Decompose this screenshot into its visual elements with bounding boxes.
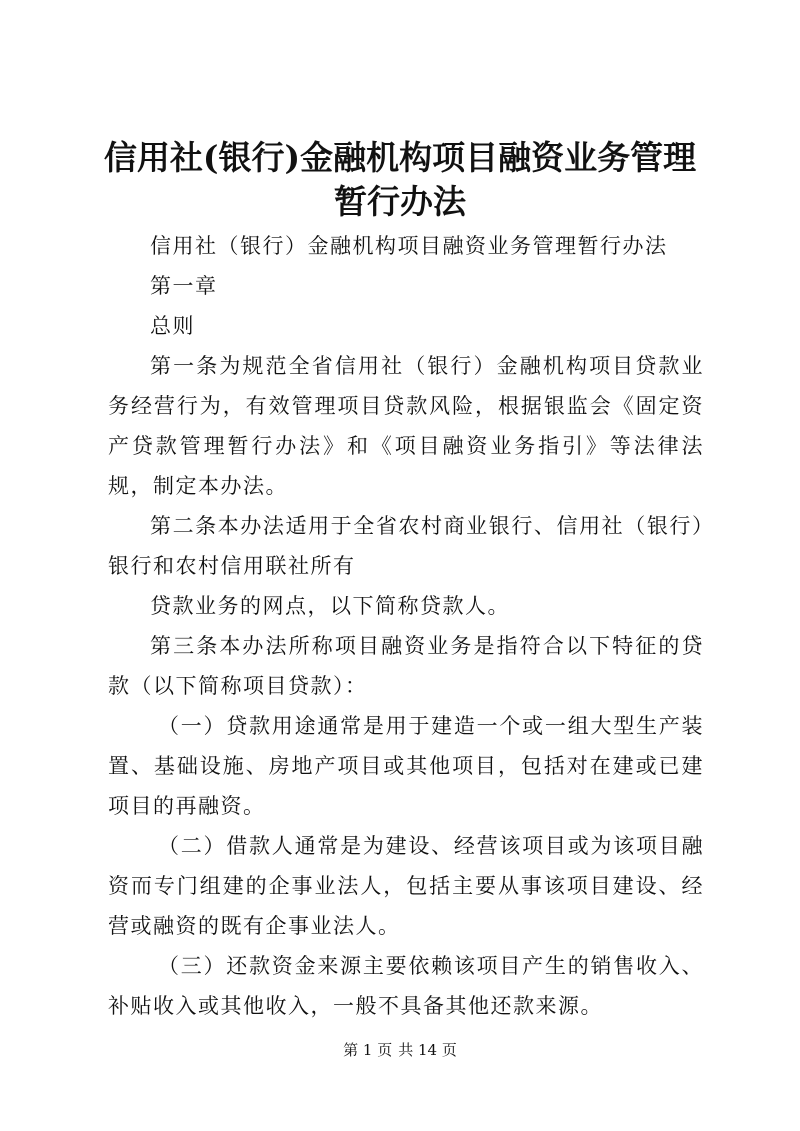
article-3-item-3: （三）还款资金来源主要依赖该项目产生的销售收入、补贴收入或其他收入，一般不具备其他还款来源。 bbox=[108, 954, 704, 1018]
page-footer bbox=[0, 1040, 800, 1060]
body-paragraph: 信用社（银行）金融机构项目融资业务管理暂行办法 bbox=[150, 234, 668, 258]
section-heading: 总则 bbox=[150, 314, 195, 338]
article-3-item-2: （二）借款人通常是为建设、经营该项目或为该项目融资而专门组建的企事业法人，包括主要从事该项目建设、经营或融资的既有企事业法人。 bbox=[108, 834, 704, 938]
document-title: 信用社(银行)金融机构项目融资业务管理暂行办法 bbox=[103, 138, 697, 221]
chapter-heading: 第一章 bbox=[150, 274, 218, 298]
article-1: 第一条为规范全省信用社（银行）金融机构项目贷款业务经营行为，有效管理项目贷款风险，根据银监会《固定资产贷款管理暂行办法》和《项目融资业务指引》等法律法规，制定本办法。 bbox=[108, 354, 704, 498]
document-body bbox=[108, 226, 704, 1026]
page-total: 共 14 页 bbox=[398, 1041, 457, 1059]
article-2: 第二条本办法适用于全省农村商业银行、信用社（银行）银行和农村信用联社所有 bbox=[108, 514, 704, 578]
article-3: 第三条本办法所称项目融资业务是指符合以下特征的贷款（以下简称项目贷款）： bbox=[108, 634, 704, 698]
page-number: 第 1 页 bbox=[343, 1041, 393, 1059]
article-2-continued: 贷款业务的网点，以下简称贷款人。 bbox=[150, 594, 510, 618]
article-3-item-1: （一）贷款用途通常是用于建造一个或一组大型生产装置、基础设施、房地产项目或其他项目，包括对在建或已建项目的再融资。 bbox=[108, 714, 704, 818]
